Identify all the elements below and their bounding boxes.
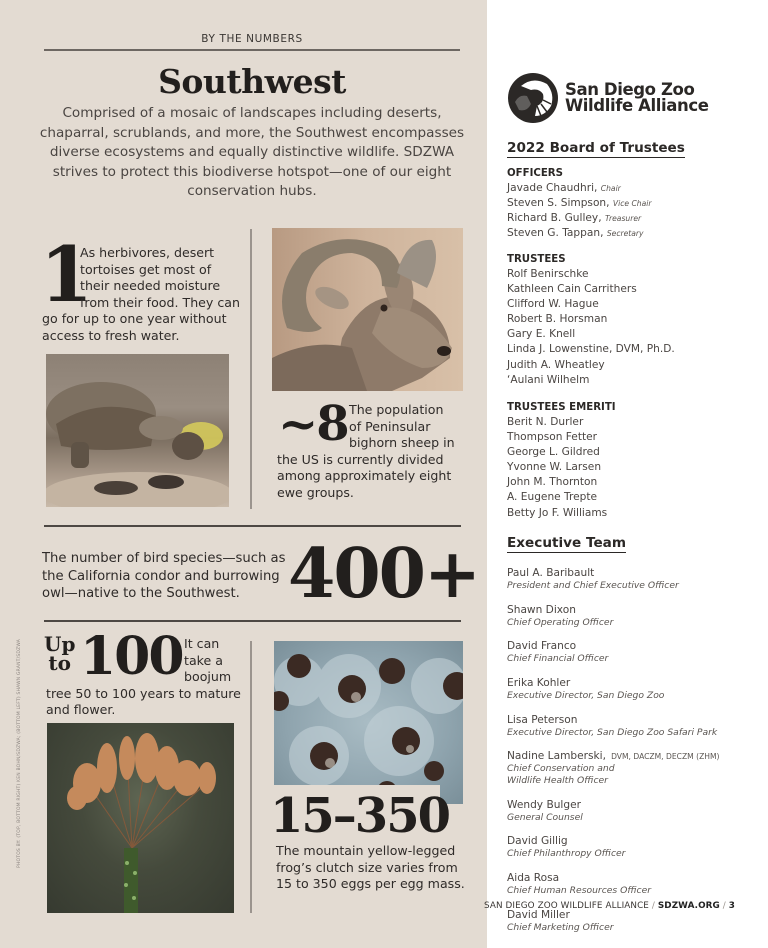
stat-text-birds: The number of bird species—such as the California condor and burrowing owl—native to the Southwest. (42, 551, 286, 601)
trustee-item: Judith A. Wheatley (507, 358, 605, 371)
stat-text-sheep (277, 396, 472, 502)
executive-name: Paul A. Baribault (507, 567, 595, 579)
executive-name: Wendy Bulger (507, 798, 581, 811)
executive-role: Chief Human Resources Officer (507, 885, 652, 896)
trustee-item: Gary E. Knell (507, 328, 576, 341)
stat-number-frog: 15–350 (270, 788, 449, 844)
trustee-item: ‘Aulani Wilhelm (507, 373, 590, 386)
sdzwa-logo (507, 72, 709, 124)
emeritus-item: John M. Thornton (507, 476, 598, 489)
stat-text-frog: The mountain yellow-legged frog’s clutch size varies from 15 to 350 eggs per egg mass. (276, 843, 465, 891)
footer-site-link[interactable]: SDZWA.ORG (657, 901, 720, 911)
executive-item (507, 671, 762, 702)
footer-org: SAN DIEGO ZOO WILDLIFE ALLIANCE (484, 901, 649, 911)
executive-role: Chief Conservation and Wildlife Health Officer (507, 763, 615, 786)
officer-role: Secretary (606, 229, 644, 239)
executive-team-title: Executive Team (507, 535, 627, 551)
stat-line: tortoises get most of (80, 261, 212, 277)
stat-number-sheep: ~8 (278, 396, 348, 452)
trustee-item: Linda J. Lowenstine, DVM, Ph.D. (507, 343, 675, 356)
intro-paragraph: Comprised of a mosaic of landscapes including deserts, chaparral, scrublands, and more, the Southwest encompasses diverse ecosystems and equally distinctive wildlife. SDZWA strives to protect this biodiverse hotspot—one of our eight conservation hubs. (39, 105, 465, 199)
trustee-item: Clifford W. Hague (507, 298, 599, 311)
executive-name: Nadine Lamberski, (507, 750, 606, 763)
executive-credentials: DVM, DACZM, DECZM (ZHM) (611, 752, 720, 762)
emeritus-item: George L. Gildred (507, 446, 600, 459)
stat-line: of Peninsular (349, 418, 431, 434)
executive-list (507, 561, 762, 939)
executive-role: General Counsel (507, 811, 583, 823)
logo-wordmark (565, 82, 709, 114)
executive-name: David Franco (507, 640, 577, 653)
stat-line: their needed moisture (80, 278, 221, 294)
executive-role: Chief Marketing Officer (507, 921, 614, 933)
officers-heading: OFFICERS (507, 168, 563, 179)
column-divider (250, 229, 252, 509)
emeritus-item: Berit N. Durler (507, 416, 584, 428)
executive-item (507, 793, 762, 824)
stat-line: As herbivores, desert (80, 245, 215, 260)
officer-name: Steven G. Tappan, (507, 227, 604, 240)
lion-logo-icon (507, 72, 559, 124)
executive-name: David Miller (507, 908, 570, 921)
section-divider (44, 525, 461, 527)
trustees-heading: TRUSTEES (507, 254, 566, 265)
footer-separator: / (651, 901, 655, 911)
section-kicker: BY THE NUMBERS (201, 33, 303, 45)
officer-role: Vice Chair (612, 199, 652, 209)
executive-item (507, 708, 762, 739)
header-divider (44, 49, 460, 51)
officer-item (507, 226, 762, 241)
frog-eggs-photo (274, 641, 463, 804)
trustee-item: Robert B. Horsman (507, 313, 608, 326)
officer-name: Javade Chaudhri, (507, 182, 598, 194)
emeriti-heading: TRUSTEES EMERITI (507, 402, 616, 413)
trustee-item: Rolf Benirschke (507, 268, 589, 280)
emeriti-list (507, 402, 762, 521)
officer-role: Treasurer (604, 214, 642, 224)
executive-item (507, 866, 762, 897)
logo-line: Wildlife Alliance (565, 96, 709, 115)
stat-line-rest: tree 50 to 100 years to mature and flower. (46, 685, 241, 718)
section-divider (44, 620, 461, 622)
executive-role: Chief Operating Officer (507, 616, 614, 628)
executive-item (507, 634, 762, 665)
stat-text-boojum (44, 632, 246, 719)
officer-role: Chair (600, 184, 621, 193)
executive-name: Aida Rosa (507, 872, 560, 884)
officers-list (507, 168, 762, 241)
officer-name: Steven S. Simpson, (507, 197, 610, 210)
officer-item (507, 196, 762, 211)
stat-line: The population (349, 402, 444, 417)
stat-number-birds: 400+ (288, 534, 479, 614)
column-divider (250, 641, 252, 913)
executive-name: Erika Kohler (507, 677, 571, 690)
stat-line: take a (184, 652, 223, 668)
page-footer (484, 901, 735, 911)
emeritus-item: Yvonne W. Larsen (507, 461, 602, 474)
emeritus-item: Betty Jo F. Williams (507, 506, 608, 519)
emeritus-item: A. Eugene Trepte (507, 491, 597, 504)
stat-line: from their food. They can (80, 294, 241, 310)
bighorn-sheep-photo (272, 228, 463, 391)
footer-separator: / (722, 901, 726, 911)
stat-line-rest: the US is currently divided among approximately eight ewe groups. (277, 451, 452, 500)
stat-line: boojum (184, 669, 232, 685)
stat-line: It can (184, 636, 220, 651)
page-number: 3 (728, 901, 735, 911)
emeritus-item: Thompson Fetter (507, 431, 598, 444)
executive-item (507, 744, 762, 786)
executive-name: David Gillig (507, 835, 568, 848)
officer-name: Richard B. Gulley, (507, 212, 602, 225)
executive-role: Chief Financial Officer (507, 653, 609, 665)
stat-number-tortoise: 1 (40, 230, 91, 319)
board-title: 2022 Board of Trustees (507, 140, 685, 156)
stat-line: bighorn sheep in (349, 435, 455, 451)
tortoise-photo (46, 354, 229, 507)
trustees-list (507, 254, 762, 388)
stat-text-tortoise (42, 245, 242, 345)
executive-item (507, 598, 762, 629)
stat-prefix-line: to (48, 651, 71, 675)
officer-item (507, 181, 762, 196)
executive-role: Executive Director, San Diego Zoo Safari Park (507, 726, 718, 738)
executive-item (507, 829, 762, 860)
officer-item (507, 211, 762, 226)
executive-role: Executive Director, San Diego Zoo (507, 690, 665, 702)
stat-prefix-line: Up (44, 632, 76, 656)
executive-role: Chief Philanthropy Officer (507, 848, 626, 860)
executive-item (507, 561, 762, 592)
stat-line-rest: go for up to one year without access to fresh water. (42, 311, 227, 343)
stat-number-boojum: 100 (80, 626, 183, 687)
boojum-photo (47, 723, 234, 913)
executive-name: Lisa Peterson (507, 713, 578, 726)
page-title: Southwest (158, 62, 346, 101)
executive-name: Shawn Dixon (507, 603, 576, 616)
logo-line: San Diego Zoo (565, 80, 695, 99)
photo-credit: PHOTOS BY: (TOP, BOTTOM RIGHT) KEN BOHN/SDZWA; (BOTTOM LEFT) SHAWN GRANT/SDZWA (17, 638, 22, 868)
trustee-item: Kathleen Cain Carrithers (507, 283, 637, 296)
executive-role: President and Chief Executive Officer (507, 580, 679, 591)
